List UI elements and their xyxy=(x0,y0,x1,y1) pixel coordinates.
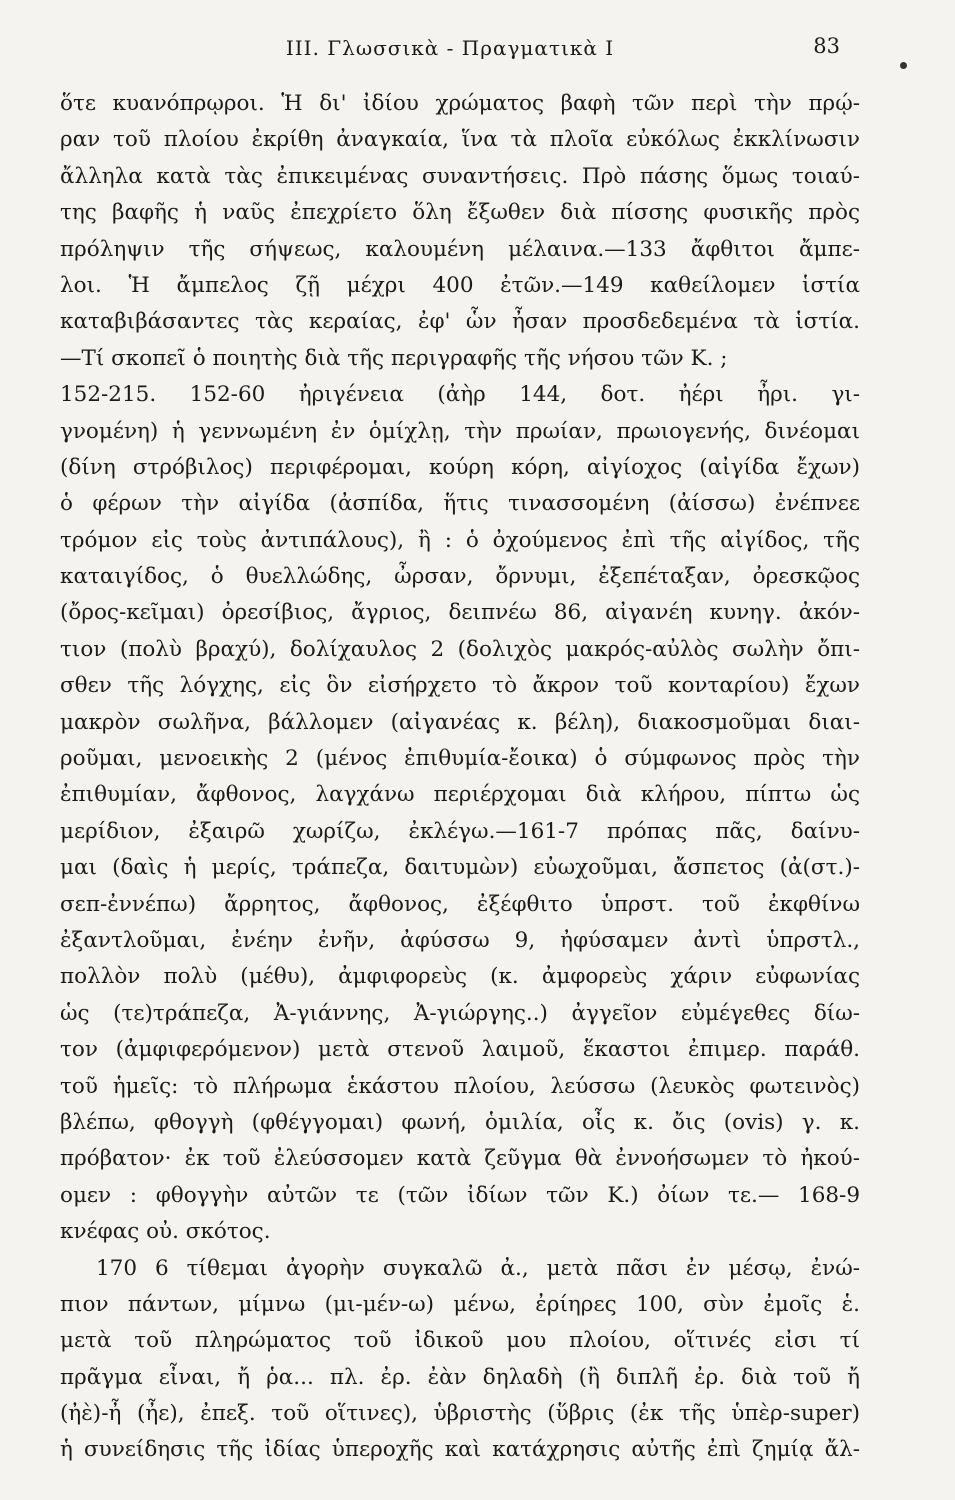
text-line: τον (ἀμφιφερόμενον) μετὰ στενοῦ λαιμοῦ, ἕκαστοι ἐπιμερ. παράθ. xyxy=(60,1037,860,1063)
text-line: πιον πάντων, μίμνω (μι-μέν-ω) μένω, ἐρίηρες 100, σὺν ἐμοῖς ἑ. xyxy=(60,1291,860,1317)
text-line: γνομένη) ἡ γεννωμένη ἐν ὁμίχλῃ, τὴν πρωίαν, πρωιογενής, δινέομαι xyxy=(60,418,860,444)
text-line: ροῦμαι, μενοεικὴς 2 (μένος ἐπιθυμία-ἔοικα) ὁ σύμφωνος πρὸς τὴν xyxy=(60,746,860,772)
text-line: πολλὸν πολὺ (μέθυ), ἀμφιφορεὺς (κ. ἀμφορεὺς χάριν εὐφωνίας xyxy=(60,964,860,990)
section-heading-line: 152-215. 152-60 ἠριγένεια (ἀὴρ 144, δοτ. ἠέρι ἦρι. γι- xyxy=(60,382,860,408)
text-line: σθεν τῆς λόγχης, εἰς ὃν εἰσήρχετο τὸ ἄκρον τοῦ κονταρίου) ἔχων xyxy=(60,673,860,699)
text-line: ὁ φέρων τὴν αἰγίδα (ἀσπίδα, ἥτις τινασσομένη (ἀίσσω) ἐνέπνεε xyxy=(60,491,860,517)
text-line: κνέφας οὐ. σκότος. xyxy=(60,1219,271,1245)
text-line: ἄλληλα κατὰ τὰς ἐπικειμένας συναντήσεις. Πρὸ πάσης ὅμως τοιαύ- xyxy=(60,163,860,189)
text-line: ὅτε κυανόπρῳροι. Ἡ δι' ἰδίου χρώματος βαφὴ τῶν περὶ τὴν πρῴ- xyxy=(60,91,860,116)
text-line: (ἠὲ)-ἦ (ἦε), ἐπεξ. τοῦ οἵτινες), ὑβριστὴς (ὕβρις (ἐκ τῆς ὑπὲρ-super) xyxy=(60,1401,860,1427)
margin-dot xyxy=(900,62,907,69)
text-line: ὡς (τε)τράπεζα, Ἀ-γιάννης, Ἀ-γιώργης..) ἀγγεῖον εὐμέγεθες δίω- xyxy=(60,1000,860,1026)
paragraph-start-line: 170 6 τίθεμαι ἀγορὴν συγκαλῶ ἀ., μετὰ πᾶσι ἐν μέσῳ, ἐνώ- xyxy=(96,1255,860,1281)
running-header xyxy=(60,28,840,68)
text-line: μαι (δαὶς ἡ μερίς, τράπεζα, δαιτυμὼν) εὐωχοῦμαι, ἄσπετος (ἀ(στ.)- xyxy=(60,855,860,881)
text-line: μακρὸν σωλῆνα, βάλλομεν (αἰγανέας κ. βέλη), διακοσμοῦμαι διαι- xyxy=(60,709,860,735)
text-line: καταιγίδος, ὁ θυελλώδης, ὦρσαν, ὄρνυμι, ἐξεπέταξαν, ὀρεσκῷος xyxy=(60,564,860,590)
text-line: τοῦ ἡμεῖς: τὸ πλήρωμα ἑκάστου πλοίου, λεύσσω (λευκὸς φωτεινὸς) xyxy=(60,1073,860,1099)
text-line: τρόμον εἰς τοὺς ἀντιπάλους), ἢ : ὁ ὀχούμενος ἐπὶ τῆς αἰγίδος, τῆς xyxy=(60,527,860,553)
text-line: καταβιβάσαντες τὰς κεραίας, ἐφ' ὧν ἦσαν προσδεδεμένα τὰ ἱστία. xyxy=(60,309,860,335)
text-line: πρᾶγμα εἶναι, ἤ ῥα... πλ. ἐρ. ἐὰν δηλαδὴ (ἢ διπλῆ ἐρ. διὰ τοῦ ἤ xyxy=(60,1364,860,1390)
text-line: μετὰ τοῦ πληρώματος τοῦ ἰδικοῦ μου πλοίου, οἵτινές εἰσι τί xyxy=(60,1328,860,1354)
text-line: σεπ-ἐννέπω) ἄρρητος, ἄφθονος, ἐξέφθιτο ὑπρστ. τοῦ ἐκφθίνω xyxy=(60,891,860,917)
text-line: πρόληψιν τῆς σήψεως, καλουμένη μέλαινα.—133 ἄφθιτοι ἄμπε- xyxy=(60,236,860,262)
text-line: της βαφῆς ἡ ναῦς ἐπεχρίετο ὅλη ἔξωθεν διὰ πίσσης φυσικῆς πρὸς xyxy=(60,200,860,226)
text-line: τιον (πολὺ βραχύ), δολίχαυλος 2 (δολιχὸς μακρός-αὐλὸς σωλὴν ὄπι- xyxy=(60,636,860,662)
text-line: ομεν : φθογγὴν αὐτῶν τε (τῶν ἰδίων τῶν Κ.) ὀίων τε.— 168-9 xyxy=(60,1182,860,1208)
text-line: (ὄρος-κεῖμαι) ὀρεσίβιος, ἄγριος, δειπνέω 86, αἰγανέη κυνηγ. ἀκόν- xyxy=(60,600,860,626)
text-line: ἡ συνείδησις τῆς ἰδίας ὑπεροχῆς καὶ κατάχρησις αὐτῆς ἐπὶ ζημίᾳ ἄλ- xyxy=(60,1437,860,1463)
text-line: ἐξαντλοῦμαι, ἐνέην ἐνῆν, ἀφύσσω 9, ἠφύσαμεν ἀντὶ ὑπρστλ., xyxy=(60,927,860,953)
text-line: ραν τοῦ πλοίου ἐκρίθη ἀναγκαία, ἵνα τὰ πλοῖα εὐκόλως ἐκκλίνωσιν xyxy=(60,127,860,153)
page-number: 83 xyxy=(813,34,840,58)
text-line: λοι. Ἡ ἄμπελος ζῇ μέχρι 400 ἐτῶν.—149 καθείλομεν ἱστία xyxy=(60,272,860,298)
text-line: πρόβατον· ἐκ τοῦ ἐλεύσσομεν κατὰ ζεῦγμα θὰ ἐννοήσωμεν τὸ ἠκού- xyxy=(60,1146,860,1172)
text-line: μερίδιον, ἐξαιρῶ χωρίζω, ἐκλέγω.—161-7 πρόπας πᾶς, δαίνυ- xyxy=(60,818,860,844)
chapter-title: III. Γλωσσικὰ - Πραγματικὰ I xyxy=(285,36,615,60)
text-line: (δίνη στρόβιλος) περιφέρομαι, κούρη κόρη, αἰγίοχος (αἰγίδα ἔχων) xyxy=(60,454,860,480)
text-line: βλέπω, φθογγὴ (φθέγγομαι) φωνή, ὁμιλία, οἶς κ. ὄις (ovis) γ. κ. xyxy=(60,1109,860,1135)
text-line: ἐπιθυμίαν, ἄφθονος, λαγχάνω περιέρχομαι διὰ κλήρου, πίπτω ὡς xyxy=(60,782,860,808)
body-text xyxy=(60,86,860,1469)
text-line: —Τί σκοπεῖ ὁ ποιητὴς διὰ τῆς περιγραφῆς τῆς νήσου τῶν Κ. ; xyxy=(60,345,728,371)
